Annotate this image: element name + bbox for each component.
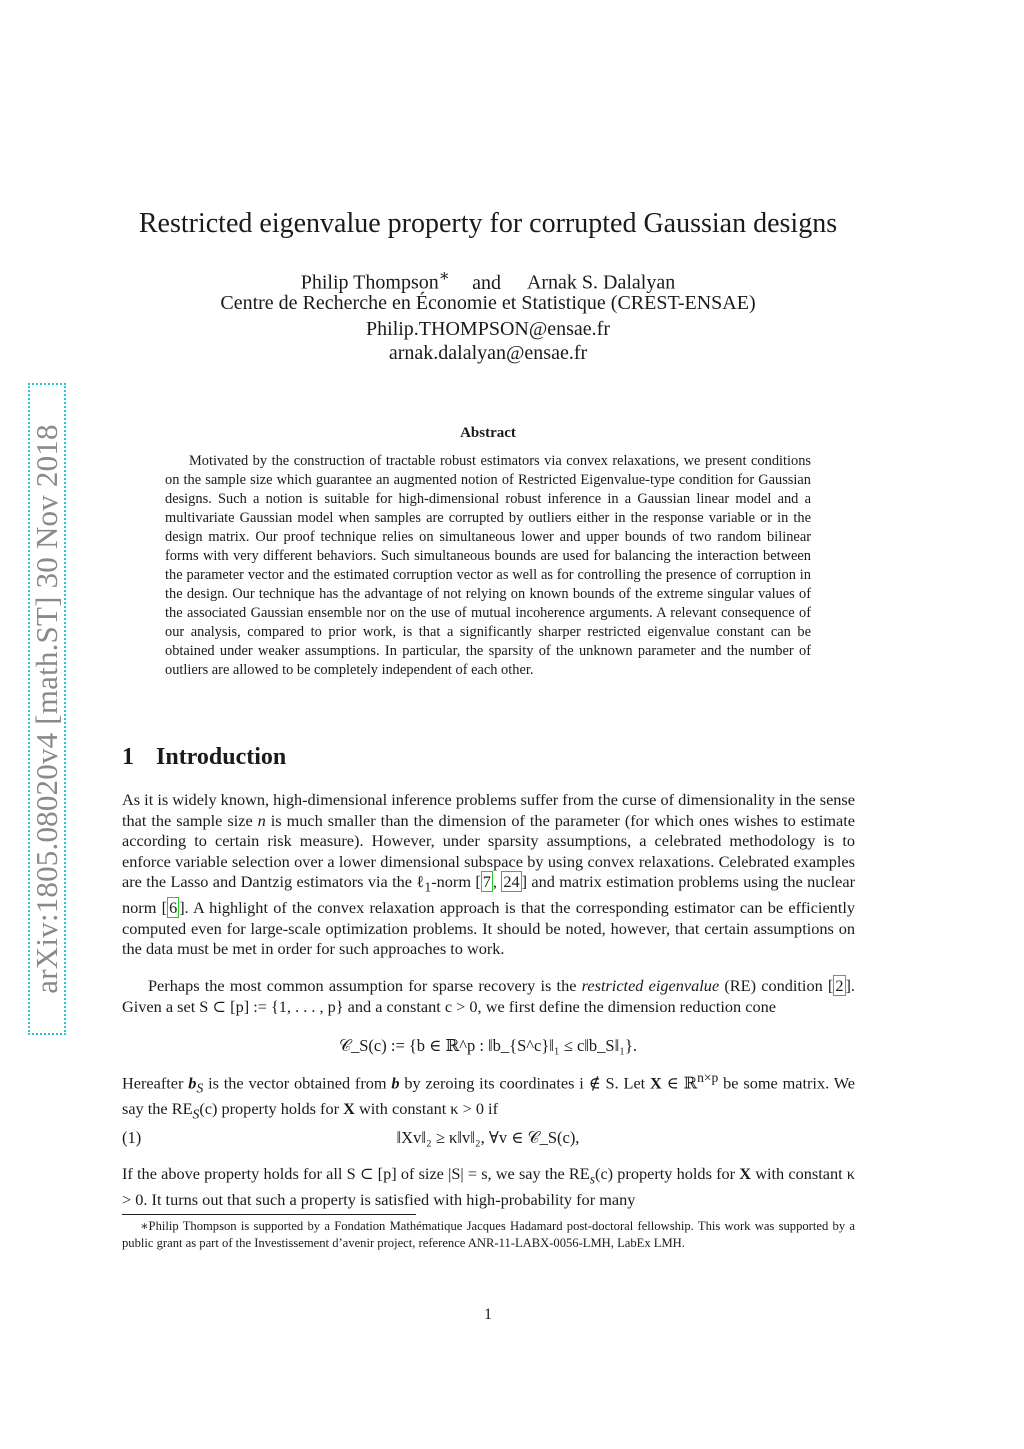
author-first: Philip Thompson <box>300 271 439 294</box>
emphasis-restricted-eigenvalue: restricted eigenvalue <box>581 976 720 995</box>
footnote-rule <box>122 1214 416 1215</box>
author-line <box>0 266 976 295</box>
re-property-equation: ‖Xv‖₂ ≥ κ‖v‖₂, ∀v ∈ 𝒞_S(c), <box>396 1128 580 1147</box>
email-second-author: arnak.dalalyan@ensae.fr <box>388 342 588 364</box>
intro-paragraph-3: Hereafter $b_S$ is the vector obtained from b by zeroing its coordinates i ∉ S. Let X ∈ ℝ$^{n\times p}$ be some matrix. We say the $RE_S(c)$ property holds for X with constant κ > 0 if <box>122 1070 855 1122</box>
citation-link-7[interactable]: 7 <box>482 872 491 892</box>
affiliation: Centre de Recherche en Économie et Statistique (CREST-ENSAE) <box>220 292 756 314</box>
citation-link-6[interactable]: 6 <box>169 898 178 918</box>
author-second: Arnak S. Dalalyan <box>526 271 676 294</box>
section-title: Introduction <box>156 744 287 770</box>
paper-title: Restricted eigenvalue property for corrupted Gaussian designs <box>138 208 838 239</box>
section-number: 1 <box>122 744 134 770</box>
page-number: 1 <box>484 1306 492 1323</box>
citation-link-2[interactable]: 2 <box>835 976 844 995</box>
intro-paragraph-1: As it is widely known, high-dimensional inference problems suffer from the curse of dimensionality in the sense that the sample size n is much smaller than the dimension of the parameter (for which ones wishes to estimate according to certain risk measure). However, under sparsity assumptions, a celebrated methodology is to enforce variable selection over a lower dimensional subspace by using convex relaxations. Celebrated examples are the Lasso and Dantzig estimators via the ℓ$_1$-norm [ 7 , 24 ] and matrix estimation problems using the nuclear norm [ 6 ]. A highlight of the convex relaxation approach is that the corresponding estimator can be efficiently computed even for large-scale optimization problems. It should be noted, however, that certain assumptions on the data must be met in order for such approaches to work. <box>122 790 856 959</box>
author-conjunction: and <box>472 271 501 294</box>
author-footnote-mark: ∗ <box>438 266 451 285</box>
cone-definition-equation: 𝒞_S(c) := {b ∈ ℝ^p : ‖b_{S^c}‖₁ ≤ c‖b_S‖₁}. <box>338 1036 638 1055</box>
abstract-text: Motivated by the construction of tractable robust estimators via convex relaxations, we present conditions on the sample size which guarantee an augmented notion of Restricted Eigenvalue-type condition for Gaussian designs. Such a notion is suitable for high-dimensional robust inference in a Gaussian linear model and a multivariate Gaussian model when samples are corrupted by outliers either in the response variable or in the design matrix. Our proof technique relies on simultaneous lower and upper bounds of two random bilinear forms with very different behaviors. Such simultaneous bounds are used for balancing the interaction between the parameter vector and the estimated corruption vector as well as for controlling the presence of corruption in the design. Our technique has the advantage of not relying on known bounds of the extreme singular values of the associated Gaussian ensemble nor on the use of mutual incoherence arguments. A relevant consequence of our analysis, compared to prior work, is that a significantly sharper restricted eigenvalue constant can be obtained under weaker assumptions. In particular, the sparsity of the unknown parameter and the number of outliers are allowed to be completely independent of each other. <box>165 453 811 678</box>
intro-paragraph-2: Perhaps the most common assumption for sparse recovery is the restricted eigenvalue (RE) condition [ 2 ]. Given a set S ⊂ [p] := {1, . . . , p} and a constant c > 0, we first define the dimension reduction cone <box>122 976 855 1016</box>
section-heading <box>122 744 286 771</box>
footnote: ∗Philip Thompson is supported by a Fondation Mathématique Jacques Hadamard post-doctoral fellowship. This work was supported by a public grant as part of the Investissement d’avenir project, reference ANR-11-LABX-0056-LMH, LabEx LMH. <box>122 1219 855 1250</box>
arxiv-identifier: arXiv:1805.08020v4 [math.ST] 30 Nov 2018 <box>29 424 64 994</box>
equation-number: (1) <box>122 1128 142 1147</box>
email-first-author: Philip.THOMPSON@ensae.fr <box>366 318 610 340</box>
abstract-heading: Abstract <box>460 425 516 441</box>
citation-link-24[interactable]: 24 <box>503 872 520 892</box>
intro-paragraph-4: If the above property holds for all S ⊂ [p] of size |S| = s, we say the $RE_s(c)$ property holds for X with constant κ > 0. It turns out that such a property is satisfied with high-probability for many <box>122 1164 855 1209</box>
